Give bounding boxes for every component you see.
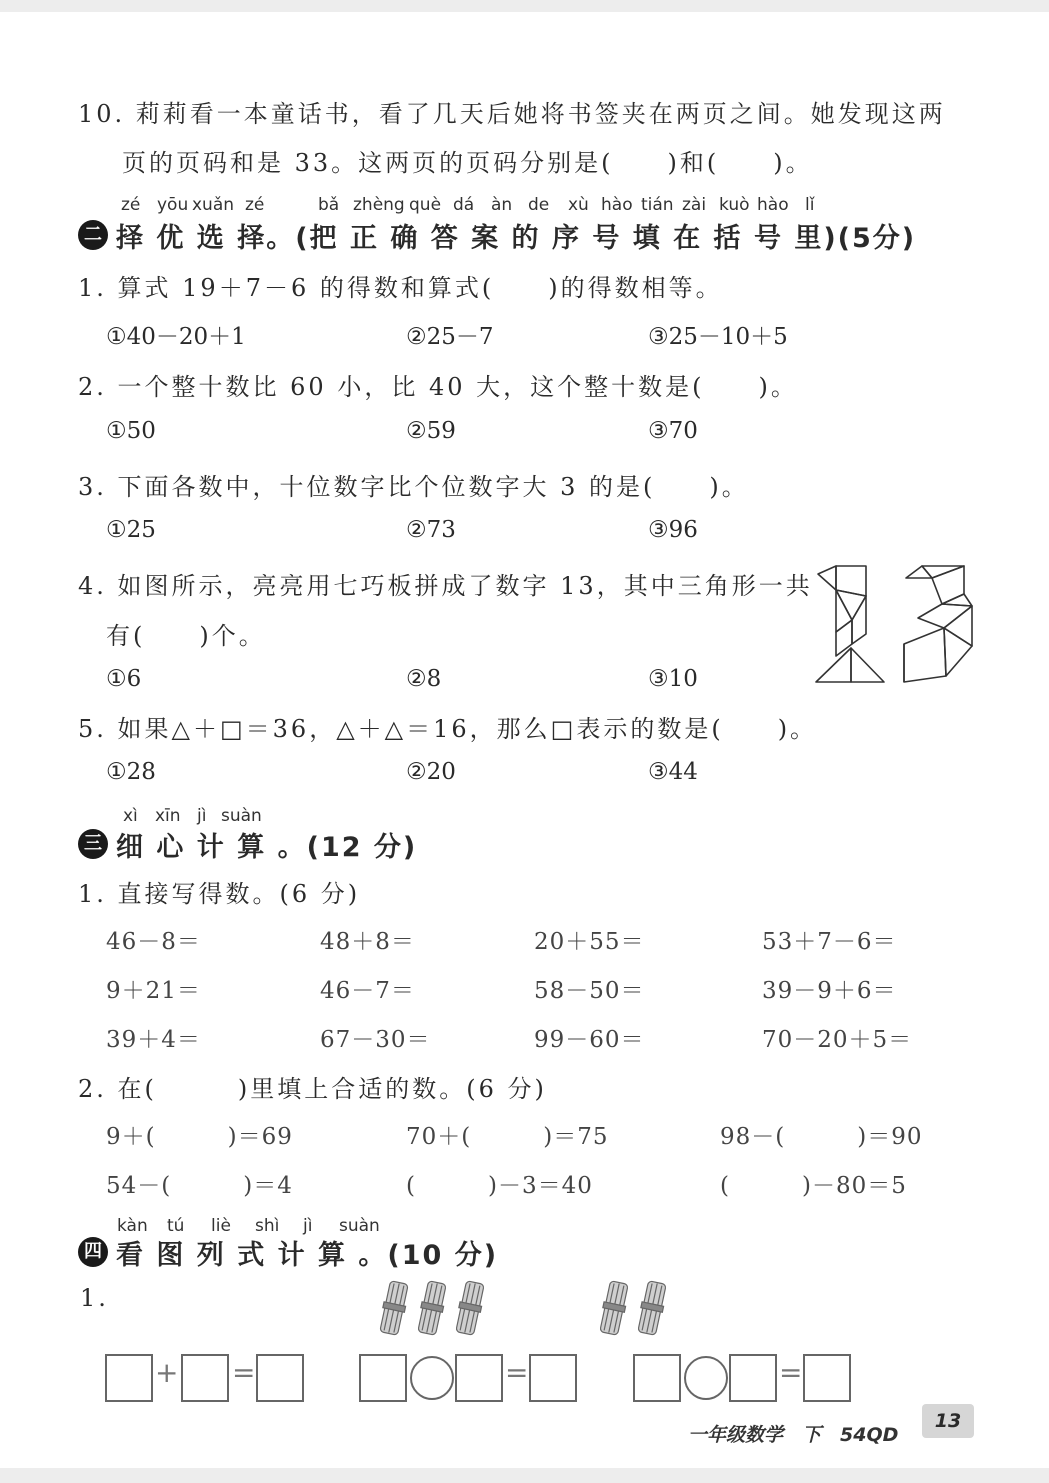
book-title: 一年级数学 下 54QD — [688, 1424, 899, 1446]
section4-badge: 四 — [78, 1237, 108, 1267]
direct-calc-item: 46－7＝ — [320, 978, 415, 1004]
direct-calc-item: 48＋8＝ — [320, 929, 415, 955]
stick-bundle — [416, 1280, 448, 1335]
s2-q1-option-1: ①40－20＋1 — [106, 324, 246, 350]
s2-q3: 3. 下面各数中，十位数字比个位数字大 3 的是( )。 — [78, 473, 749, 501]
s2-q3-option-2: ②73 — [406, 517, 456, 543]
direct-calc-item: 46－8＝ — [106, 929, 201, 955]
fill-blank-item: ( )－80＝5 — [720, 1173, 907, 1199]
tangram-piece — [918, 604, 972, 628]
stick-bundle — [378, 1280, 410, 1335]
operator-circle[interactable] — [410, 1356, 454, 1400]
section3-title: 细 心 计 算 。(12 分) — [116, 832, 418, 863]
s2-q5-option-2: ②20 — [406, 759, 456, 785]
s2-q5: 5. 如果△＋□＝36，△＋△＝16，那么□表示的数是( )。 — [78, 715, 818, 743]
fill-blank-item: 98－( )＝90 — [720, 1124, 923, 1150]
page-number: 13 — [922, 1404, 974, 1438]
tangram-piece — [904, 628, 946, 682]
direct-calc-item: 58－50＝ — [534, 978, 645, 1004]
tangram-piece — [944, 606, 972, 646]
tangram-13-figure — [814, 564, 978, 686]
s3-sub1: 1. 直接写得数。(6 分) — [78, 880, 361, 908]
tangram-piece — [818, 566, 836, 590]
answer-box[interactable] — [359, 1354, 407, 1402]
answer-box[interactable] — [803, 1354, 851, 1402]
tangram-piece — [944, 628, 972, 676]
direct-calc-item: 39－9＋6＝ — [762, 978, 897, 1004]
stick-bundles-group-2 — [594, 1280, 678, 1336]
stick-bundle — [636, 1280, 668, 1335]
section2-title: 择 优 选 择。(把 正 确 答 案 的 序 号 填 在 括 号 里)(5分) — [116, 223, 917, 254]
answer-box[interactable] — [455, 1354, 503, 1402]
tangram-piece — [932, 566, 964, 604]
s2-q2-option-1: ①50 — [106, 418, 156, 444]
s4-q1: 1. — [80, 1284, 109, 1312]
q10-line1: 10. 莉莉看一本童话书，看了几天后她将书签夹在两页之间。她发现这两 — [78, 100, 946, 128]
direct-calc-item: 9＋21＝ — [106, 978, 201, 1004]
tangram-piece — [816, 648, 851, 682]
equals-sign: = — [779, 1356, 803, 1389]
s2-q1: 1. 算式 19＋7－6 的得数和算式( )的得数相等。 — [78, 274, 723, 302]
section3-badge: 三 — [78, 829, 108, 859]
s2-q3-option-1: ①25 — [106, 517, 156, 543]
s2-q3-option-3: ③96 — [648, 517, 698, 543]
s2-q4-option-3: ③10 — [648, 666, 698, 692]
tangram-piece — [851, 648, 884, 682]
s2-q4-line2: 有( )个。 — [106, 622, 266, 650]
tangram-piece — [906, 566, 932, 578]
s2-q1-option-2: ②25－7 — [406, 324, 494, 350]
fill-blank-item: 9＋( )＝69 — [106, 1124, 293, 1150]
s2-q2-option-2: ②59 — [406, 418, 456, 444]
direct-calc-item: 70－20＋5＝ — [762, 1027, 913, 1053]
answer-box[interactable] — [181, 1354, 229, 1402]
direct-calc-item: 20＋55＝ — [534, 929, 645, 955]
tangram-piece — [836, 620, 852, 656]
fill-blank-item: 54－( )＝4 — [106, 1173, 293, 1199]
stick-bundle — [598, 1280, 630, 1335]
answer-box[interactable] — [105, 1354, 153, 1402]
answer-box[interactable] — [529, 1354, 577, 1402]
section2-badge: 二 — [78, 220, 108, 250]
s2-q1-option-3: ③25－10＋5 — [648, 324, 788, 350]
answer-box[interactable] — [633, 1354, 681, 1402]
fill-blank-item: 70＋( )＝75 — [406, 1124, 609, 1150]
s2-q2-option-3: ③70 — [648, 418, 698, 444]
stick-bundles-group-1 — [374, 1280, 494, 1336]
operator-circle[interactable] — [684, 1356, 728, 1400]
equals-sign: = — [232, 1356, 256, 1389]
direct-calc-item: 99－60＝ — [534, 1027, 645, 1053]
direct-calc-item: 39＋4＝ — [106, 1027, 201, 1053]
s2-q5-option-1: ①28 — [106, 759, 156, 785]
direct-calc-item: 67－30＝ — [320, 1027, 431, 1053]
section4-title: 看 图 列 式 计 算 。(10 分) — [116, 1240, 499, 1271]
s2-q4-option-2: ②8 — [406, 666, 442, 692]
q10-line2: 页的页码和是 33。这两页的页码分别是( )和( )。 — [122, 149, 813, 177]
stick-bundle — [454, 1280, 486, 1335]
plus-sign: + — [155, 1356, 179, 1389]
answer-box[interactable] — [729, 1354, 777, 1402]
answer-box[interactable] — [256, 1354, 304, 1402]
s3-sub2: 2. 在( )里填上合适的数。(6 分) — [78, 1075, 547, 1103]
s2-q4: 4. 如图所示，亮亮用七巧板拼成了数字 13，其中三角形一共 — [78, 572, 813, 600]
s2-q5-option-3: ③44 — [648, 759, 698, 785]
equals-sign: = — [505, 1356, 529, 1389]
s2-q2: 2. 一个整十数比 60 小，比 40 大，这个整十数是( )。 — [78, 373, 798, 401]
s2-q4-option-1: ①6 — [106, 666, 142, 692]
direct-calc-item: 53＋7－6＝ — [762, 929, 897, 955]
tangram-piece — [852, 596, 866, 644]
fill-blank-item: ( )－3＝40 — [406, 1173, 593, 1199]
